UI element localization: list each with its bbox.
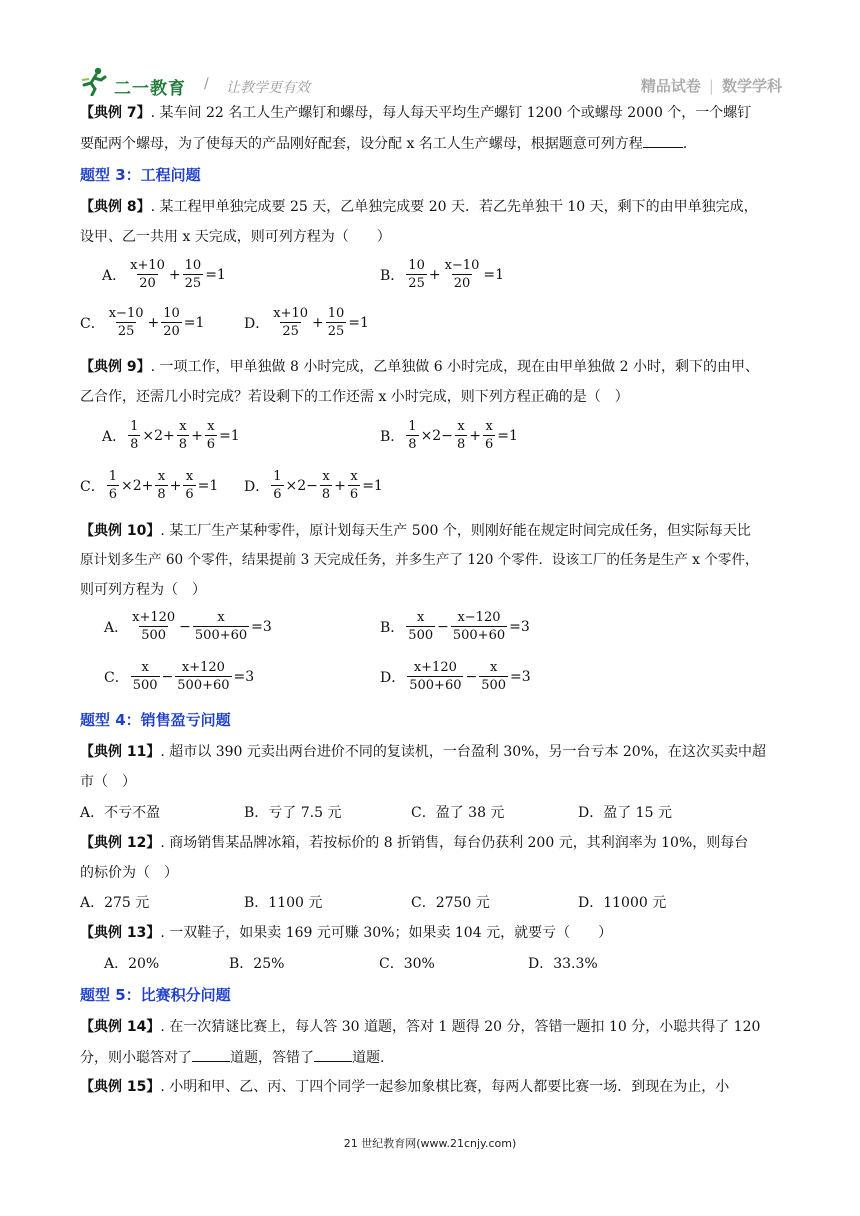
ex8-option-c[interactable]: C． $\frac{x-10}{25}$ + $\frac{10}{20}$ =1 <box>80 306 205 339</box>
ex9-option-d[interactable]: D． $\frac{1}{6}$ ×2− $\frac{x}{8}$ + $\frac{x}{6}$ =1 <box>244 469 383 502</box>
ex12-option-a[interactable]: A．275 元 <box>80 895 150 911</box>
ex10-line1: 【典例 10】. 某工厂生产某种零件，原计划每天生产 500 个，则刚好能在规定时间完成任务，但实际每天比 <box>80 523 751 539</box>
ex12-line1: 【典例 12】. 商场销售某品牌冰箱，若按标价的 8 折销售，每台仍获利 200 元，其利润率为 10%，则每台 <box>80 835 749 851</box>
ex12-option-d[interactable]: D．11000 元 <box>578 895 667 911</box>
ex8-option-b[interactable]: B． $\frac{10}{25}$ + $\frac{x-10}{20}$ =1 <box>380 258 504 291</box>
ex11-line2: 市（ ） <box>80 774 136 790</box>
ex12-line2: 的标价为（ ） <box>80 865 178 881</box>
ex10-option-d[interactable]: D． $\frac{x+120}{500+60}$ − $\frac{x}{500}$ =3 <box>380 660 531 693</box>
ex7-line2: 要配两个螺母，为了使每天的产品刚好配套，设分配 x 名工人生产螺母，根据题意可列方程 . <box>80 133 687 154</box>
brand-name: 二一教育 <box>114 79 186 99</box>
ex8-line1: 【典例 8】. 某工程甲单独完成要 25 天，乙单独完成要 20 天．若乙先单独干 10 天，剩下的由甲单独完成， <box>80 199 758 215</box>
ex8-line2: 设甲、乙一共用 x 天完成，则可列方程为（ ） <box>80 229 391 245</box>
section-title-type5: 题型 5：比赛积分问题 <box>80 986 231 1004</box>
ex10-line2: 原计划多生产 60 个零件，结果提前 3 天完成任务，并多生产了 120 个零件．设该工厂的任务是生产 x 个零件， <box>80 552 759 568</box>
ex13-line1: 【典例 13】. 一双鞋子，如果卖 169 元可赚 30%；如果卖 104 元，就要亏（ ） <box>80 925 613 941</box>
ex9-option-c[interactable]: C． $\frac{1}{6}$ ×2+ $\frac{x}{8}$ + $\frac{x}{6}$ =1 <box>80 469 219 502</box>
ex11-option-a[interactable]: A．不亏不盈 <box>80 805 161 821</box>
ex13-option-d[interactable]: D．33.3% <box>528 956 598 972</box>
ex10-option-b[interactable]: B． $\frac{x}{500}$ − $\frac{x-120}{500+60}$ =3 <box>380 610 530 643</box>
answer-blank-wrong <box>314 1047 352 1062</box>
ex8-option-a[interactable]: A． $\frac{x+10}{20}$ + $\frac{10}{25}$ =1 <box>102 258 226 291</box>
header-subject: 精品试卷 | 数学学科 <box>640 77 782 95</box>
ex9-line2: 乙合作，还需几小时完成？若设剩下的工作还需 x 小时完成，则下列方程正确的是（ ） <box>80 389 629 405</box>
ex11-option-d[interactable]: D．盈了 15 元 <box>578 805 672 821</box>
ex12-option-c[interactable]: C．2750 元 <box>411 895 490 911</box>
ex13-option-a[interactable]: A．20% <box>104 956 160 972</box>
ex11-option-b[interactable]: B．亏了 7.5 元 <box>244 805 342 821</box>
ex9-option-a[interactable]: A． $\frac{1}{8}$ ×2+ $\frac{x}{8}$ + $\frac{x}{6}$ =1 <box>102 419 240 452</box>
ex13-option-c[interactable]: C．30% <box>379 956 435 972</box>
ex11-line1: 【典例 11】. 超市以 390 元卖出两台进价不同的复读机，一台盈利 30%，另一台亏本 20%，在这次买卖中超 <box>80 744 767 760</box>
ex12-option-b[interactable]: B．1100 元 <box>244 895 323 911</box>
section-title-type3: 题型 3：工程问题 <box>80 166 201 184</box>
section-title-type4: 题型 4：销售盈亏问题 <box>80 711 231 729</box>
ex15-line1: 【典例 15】. 小明和甲、乙、丙、丁四个同学一起参加象棋比赛，每两人都要比赛一场．到现在为止，小 <box>80 1079 730 1095</box>
answer-blank <box>643 133 683 148</box>
header-slash: / <box>204 76 209 92</box>
ex14-line1: 【典例 14】. 在一次猜谜比赛上，每人答 30 道题，答对 1 题得 20 分，答错一题扣 10 分，小聪共得了 120 <box>80 1019 761 1035</box>
ex13-option-b[interactable]: B．25% <box>229 956 285 972</box>
answer-blank-correct <box>192 1047 230 1062</box>
page-footer: 21 世纪教育网(www.21cnjy.com) <box>343 1137 517 1150</box>
page-header <box>0 0 860 100</box>
ex11-option-c[interactable]: C．盈了 38 元 <box>411 805 505 821</box>
ex10-option-a[interactable]: A． $\frac{x+120}{500}$ − $\frac{x}{500+60}$ =3 <box>104 610 272 643</box>
ex9-line1: 【典例 9】. 一项工作，甲单独做 8 小时完成，乙单独做 6 小时完成，现在由甲单独做 2 小时，剩下的由甲、 <box>80 359 759 375</box>
ex7-line1: 【典例 7】. 某车间 22 名工人生产螺钉和螺母，每人每天平均生产螺钉 1200 个或螺母 2000 个，一个螺钉 <box>80 105 752 121</box>
ex10-option-c[interactable]: C． $\frac{x}{500}$ − $\frac{x+120}{500+60}$ =3 <box>104 660 255 693</box>
ex8-option-d[interactable]: D． $\frac{x+10}{25}$ + $\frac{10}{25}$ =1 <box>244 306 369 339</box>
brand-slogan: 让教学更有效 <box>226 80 310 96</box>
runner-logo-icon <box>80 66 108 96</box>
ex10-line3: 则可列方程为（ ） <box>80 582 206 598</box>
ex14-line2: 分，则小聪答对了 道题，答错了 道题. <box>80 1047 384 1068</box>
ex9-option-b[interactable]: B． $\frac{1}{8}$ ×2− $\frac{x}{8}$ + $\frac{x}{6}$ =1 <box>380 419 518 452</box>
